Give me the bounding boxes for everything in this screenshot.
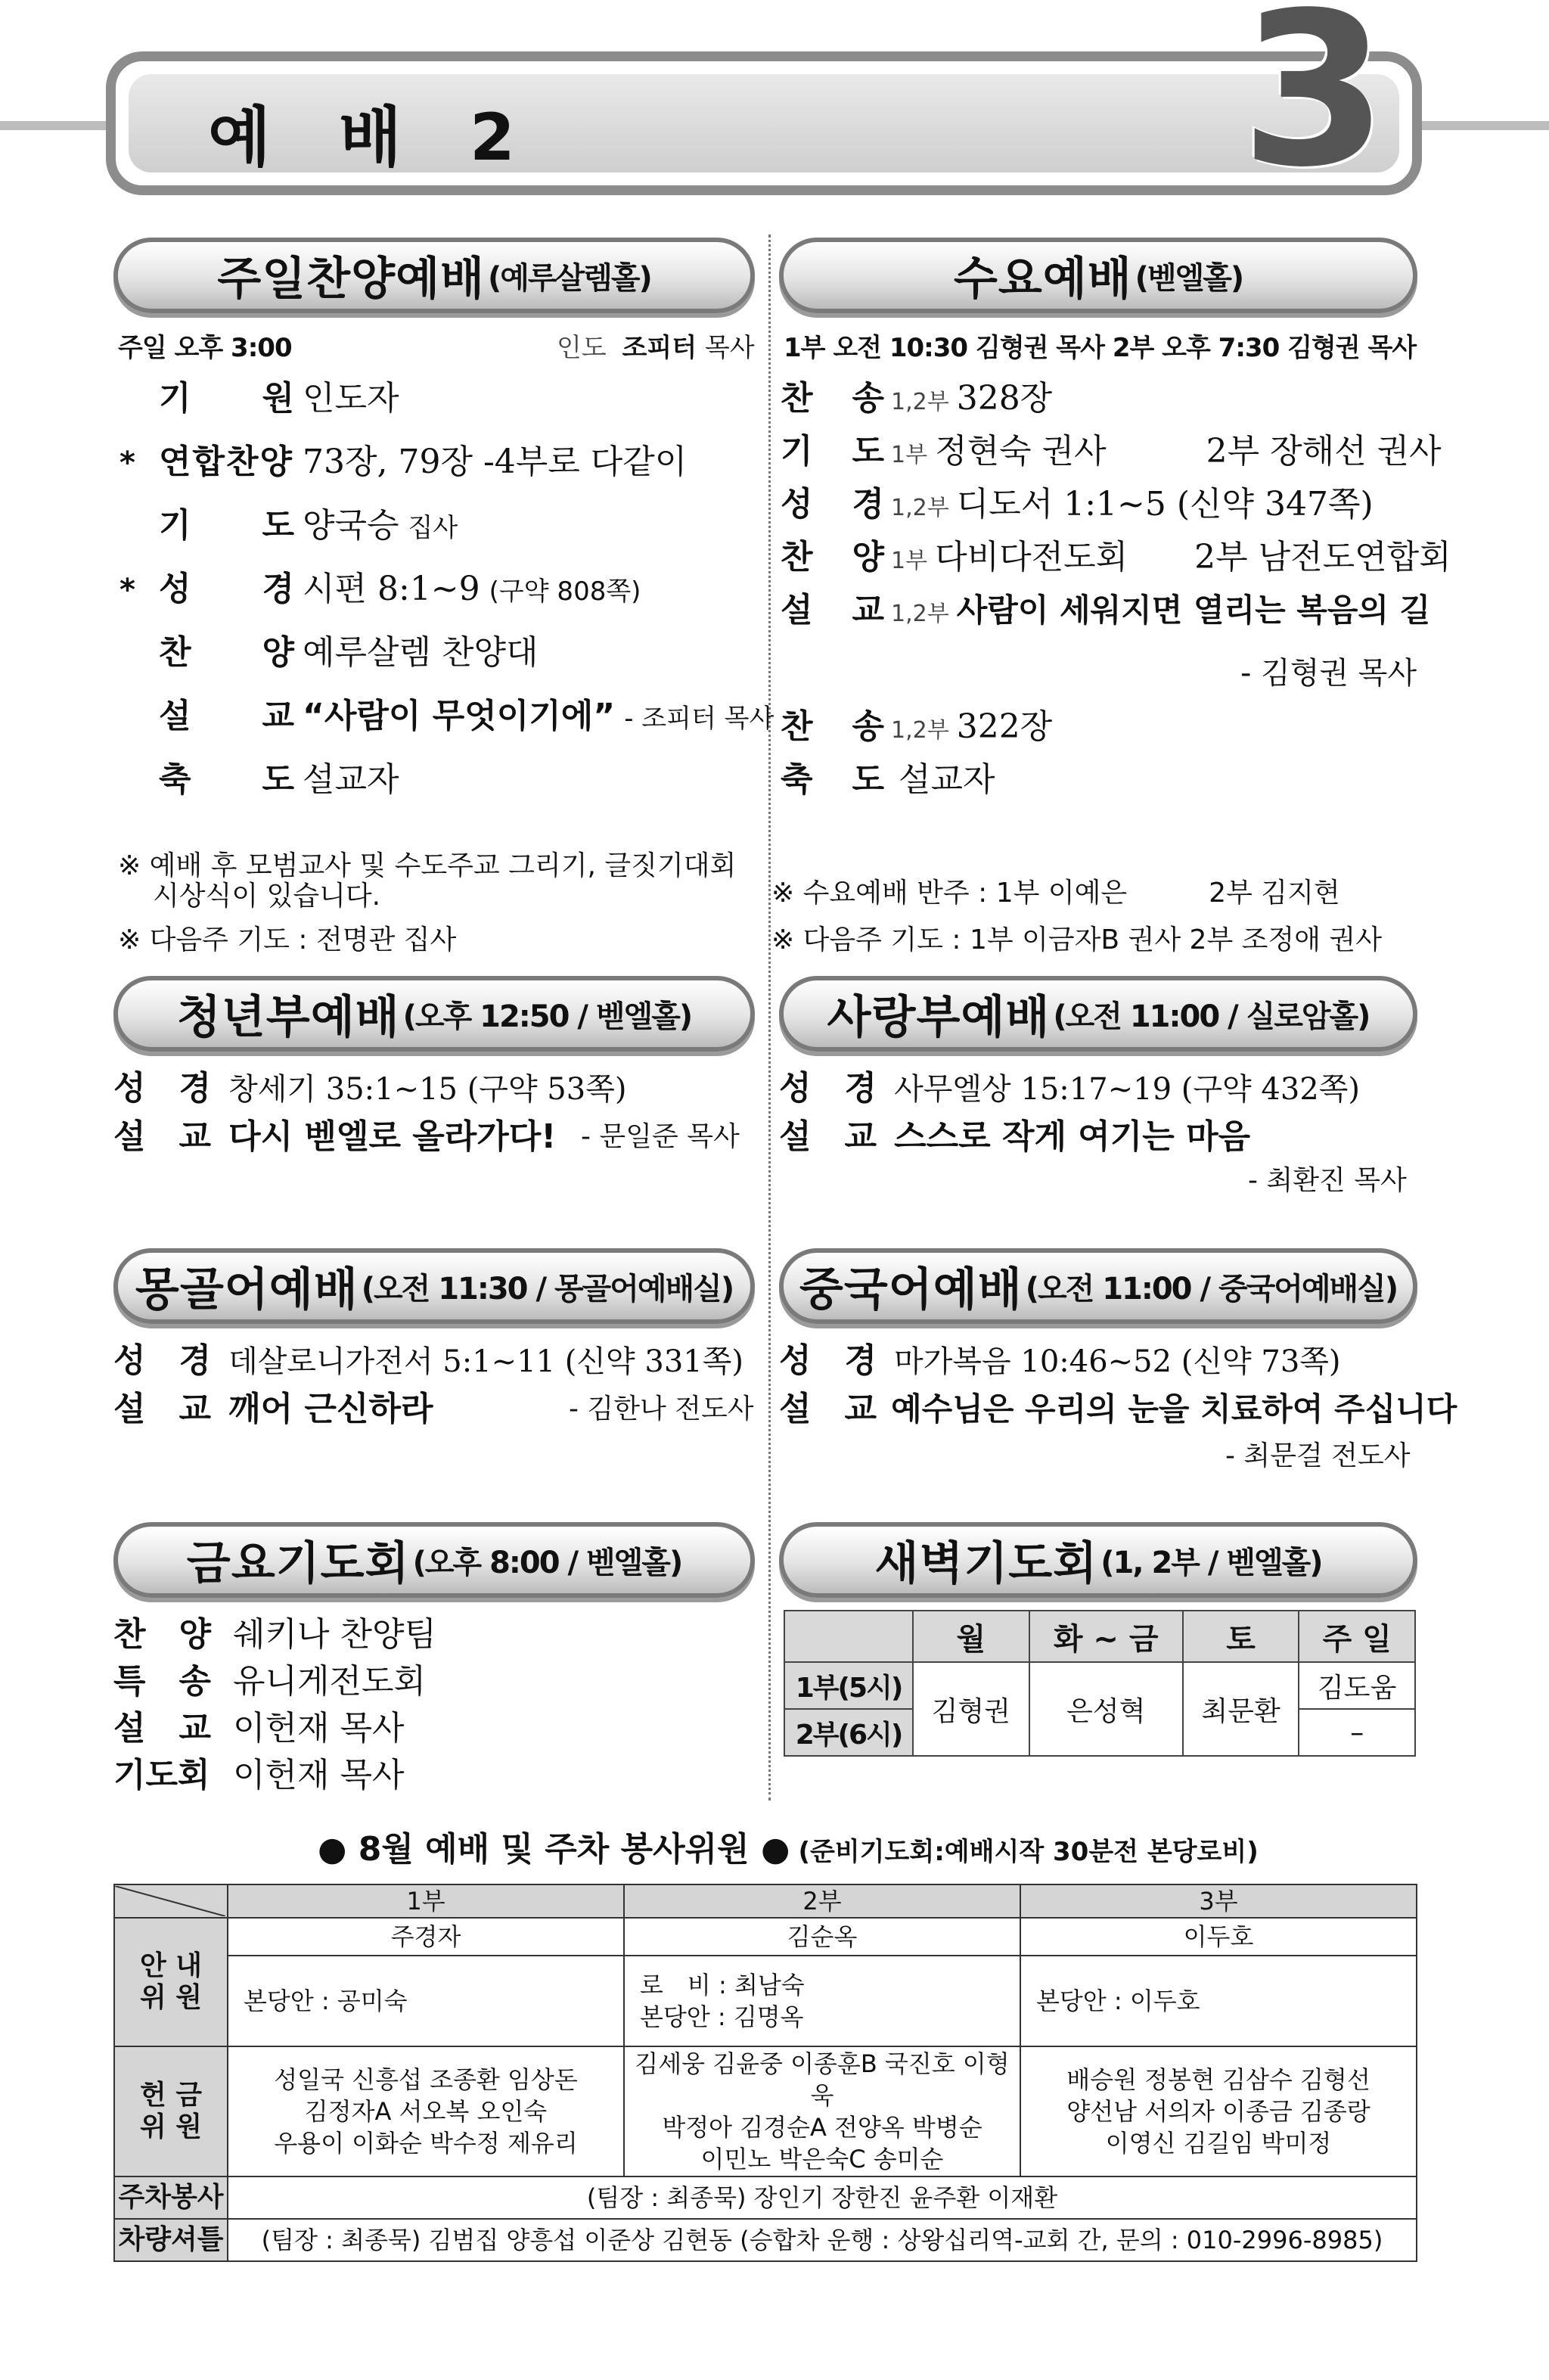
wednesday-note-2: ※ 다음주 기도 : 1부 이금자B 권사 2부 조정애 권사 <box>771 924 1382 955</box>
order-value: 유니게전도회 <box>233 1662 427 1701</box>
love-preacher: - 최환진 목사 <box>1248 1165 1407 1196</box>
order-label: 성 경 <box>781 485 888 524</box>
dawn-part-2: 2부(6시) <box>784 1709 913 1756</box>
order-label: 찬 송 <box>781 379 888 418</box>
order-value: 예루살렘 찬양대 <box>303 633 539 672</box>
order-value: 다비다전도회 2부 남전도연합회 <box>935 538 1451 576</box>
youth-service-header: 청년부예배 (오후 12:50 / 벧엘홀) <box>113 976 755 1052</box>
order-part: 1부 <box>891 442 928 468</box>
order-label: 축 도 <box>781 760 888 799</box>
order-value: 설교자 <box>303 760 399 799</box>
wednesday-service-header: 수요예배 (벧엘홀) <box>779 238 1417 313</box>
bullet-mark: * <box>120 573 135 607</box>
youth-preacher: - 문일준 목사 <box>581 1121 740 1152</box>
offering-committee-label: 헌 금 위 원 <box>114 2046 228 2176</box>
order-label: 설 교 <box>113 1709 212 1748</box>
order-value: 이헌재 목사 <box>233 1709 405 1748</box>
mongol-preacher: - 김한나 전도사 <box>569 1394 754 1425</box>
wednesday-time: 1부 오전 10:30 김형권 목사 2부 오후 7:30 김형권 목사 <box>784 333 1417 363</box>
friday-order-row <box>113 1701 405 1749</box>
page-header <box>106 51 1422 195</box>
order-sub: (구약 808쪽) <box>489 576 641 607</box>
order-label: 기도회 <box>113 1756 210 1794</box>
youth-sermon: 설 교 다시 벧엘로 올라가다! <box>113 1117 557 1156</box>
dawn-saturday: 최문환 <box>1183 1662 1299 1756</box>
order-part: 1부 <box>891 548 928 574</box>
friday-order-row <box>113 1748 405 1796</box>
order-value: 이헌재 목사 <box>233 1756 405 1794</box>
column-divider <box>768 235 771 1801</box>
order-value: 322장 <box>956 707 1053 746</box>
sunday-order-row <box>120 561 641 610</box>
order-sub: - 조피터 목사 <box>624 704 774 734</box>
friday-order-row <box>113 1607 436 1655</box>
diagonal-line <box>115 1886 225 1916</box>
wednesday-order-row <box>781 477 1374 525</box>
wednesday-note-1: ※ 수요예배 반주 : 1부 이예은 2부 김지현 <box>771 878 1340 909</box>
order-part: 1,2부 <box>891 717 949 744</box>
mongol-sermon: 설 교 깨어 근신하라 <box>113 1390 433 1428</box>
sunday-order-row <box>120 688 774 737</box>
order-label: 찬 양 <box>781 538 888 576</box>
diagonal-cell <box>114 1884 228 1918</box>
order-value: 328장 <box>956 379 1053 418</box>
sunday-leader: 인도 조피터 목사 <box>557 333 755 363</box>
bullet-mark: * <box>120 446 135 480</box>
friday-order-row <box>113 1654 426 1702</box>
love-sermon: 설 교 스스로 작게 여기는 마음 <box>779 1117 1251 1156</box>
order-label: 기 도 <box>781 432 888 471</box>
order-part: 1,2부 <box>891 601 949 627</box>
order-sub: 집사 <box>408 513 458 543</box>
friday-prayer-header: 금요기도회 (오후 8:00 / 벧엘홀) <box>113 1522 755 1598</box>
order-label: 설 교 <box>159 697 296 735</box>
order-label: 찬 송 <box>781 707 888 746</box>
wednesday-order-row <box>781 371 1052 419</box>
sunday-order-row <box>120 434 696 483</box>
youth-scripture: 성 경 창세기 35:1~15 (구약 53쪽) <box>113 1069 627 1108</box>
order-value: 설교자 <box>899 760 995 799</box>
order-value: 쉐키나 찬양팀 <box>233 1615 437 1654</box>
dawn-schedule-table: 월 화 ~ 금 토 주 일 1부(5시) 김형권 은성혁 최문환 김도움 2부(6시) – <box>784 1610 1416 1757</box>
chinese-sermon: 설 교 예수님은 우리의 눈을 치료하여 주십니다 <box>779 1390 1457 1428</box>
parking-label: 주차봉사 <box>114 2176 228 2219</box>
chinese-scripture: 성 경 마가복음 10:46~52 (신약 73쪽) <box>779 1341 1341 1380</box>
guide-committee-label: 안 내 위 원 <box>114 1918 228 2046</box>
chinese-service-header: 중국어예배 (오전 11:00 / 중국어예배실) <box>779 1248 1417 1324</box>
wednesday-order-row <box>781 424 1442 472</box>
dawn-sunday-1: 김도움 <box>1299 1662 1415 1709</box>
order-value: “사람이 무엇이기에” <box>303 697 616 735</box>
wednesday-order-row <box>781 530 1451 578</box>
dawn-tue-fri: 은성혁 <box>1029 1662 1183 1756</box>
order-value: 양국승 <box>303 506 399 545</box>
shuttle-label: 차량셔틀 <box>114 2219 228 2261</box>
shuttle-members: (팀장 : 최종묵) 김범집 양흥섭 이준상 김현동 (승합차 운행 : 상왕십리역-교회 간, 문의 : 010-2996-8985) <box>228 2219 1417 2261</box>
order-value: 73장, 79장 -4부로 다같이 <box>303 443 688 481</box>
dawn-part-1: 1부(5시) <box>784 1662 913 1709</box>
order-value: 시편 8:1~9 <box>303 570 480 608</box>
order-label: 기 원 <box>159 379 296 418</box>
sunday-order-row <box>120 371 408 419</box>
wednesday-order-row <box>781 583 1430 631</box>
dawn-monday: 김형권 <box>913 1662 1029 1756</box>
love-scripture: 성 경 사무엘상 15:17~19 (구약 432쪽) <box>779 1069 1360 1108</box>
mongol-service-header: 몽골어예배 (오전 11:30 / 몽골어예배실) <box>113 1248 755 1324</box>
sunday-note-1: ※ 예배 후 모범교사 및 수도주교 그리기, 글짓기대회 <box>118 850 737 881</box>
service-committee-table: 1부 2부 3부 안 내 위 원 주경자 김순옥 이두호 본당안 : 공미숙 로 비 : 최남숙 본당안 : 김명옥 본당안 : 이두호 헌 금 위 원 성일국 신흥섭 조종환 임상돈 김정자A 서오복 오인숙 우용이 이화순 박수정 제유리 김세웅 김윤중 이종훈B 국진호 이형욱 박정아 김경순A 전양옥 박병순 이민노 박은숙C 송미순 배승원 정봉현 김삼수 김형선 양선남 서의자 이종금 김종랑 이영신 김길임 박미정 주차봉사 (팀장 : 최종묵) 장인기 장한진 윤주환 이재환 차량셔틀 (팀장 : 최종묵) 김범집 양흥섭 이준상 김현동 (승합차 운행 : 상왕십리역-교회 간, 문의 : 010-2996-8985) <box>113 1884 1417 2262</box>
dawn-prayer-header: 새벽기도회 (1, 2부 / 벧엘홀) <box>779 1522 1417 1598</box>
order-label: 찬 양 <box>113 1615 212 1654</box>
sunday-order-row <box>120 625 548 673</box>
wednesday-preacher: - 김형권 목사 <box>1240 656 1417 691</box>
order-label: 성 경 <box>159 570 296 608</box>
wednesday-order-row <box>781 752 995 800</box>
sunday-order-row <box>120 498 458 546</box>
page-title: 예 배 2 <box>208 100 538 176</box>
sunday-note-2: 시상식이 있습니다. <box>153 881 381 912</box>
mongol-scripture: 성 경 데살로니가전서 5:1~11 (신약 331쪽) <box>113 1341 744 1380</box>
order-value: 디도서 1:1~5 (신약 347쪽) <box>956 485 1374 524</box>
order-value: 정현숙 권사 2부 장해선 권사 <box>935 432 1442 471</box>
order-part: 1,2부 <box>891 389 949 415</box>
order-label: 특 송 <box>113 1662 212 1701</box>
dawn-sunday-2: – <box>1299 1709 1415 1756</box>
order-label: 찬 양 <box>159 633 296 672</box>
sunday-time: 주일 오후 3:00 <box>118 333 292 363</box>
order-label: 연합찬양 <box>159 443 294 481</box>
page-number: 3 <box>1240 0 1388 214</box>
parking-members: (팀장 : 최종묵) 장인기 장한진 윤주환 이재환 <box>228 2176 1417 2219</box>
chinese-preacher: - 최문걸 전도사 <box>1225 1440 1411 1471</box>
order-value: 인도자 <box>303 379 399 418</box>
order-label: 설 교 <box>781 591 888 629</box>
sunday-order-row <box>120 752 408 800</box>
love-service-header: 사랑부예배 (오전 11:00 / 실로암홀) <box>779 976 1417 1052</box>
order-label: 기 도 <box>159 506 296 545</box>
wednesday-order-row <box>781 699 1052 747</box>
order-value: 사람이 세워지면 열리는 복음의 길 <box>956 592 1431 629</box>
sunday-service-header: 주일찬양예배 (예루살렘홀) <box>113 238 755 313</box>
august-committee-title: ● 8월 예배 및 주차 봉사위원 ● (준비기도회:예배시작 30분전 본당로비) <box>318 1830 1259 1869</box>
sunday-note-3: ※ 다음주 기도 : 전명관 집사 <box>118 924 457 955</box>
order-part: 1,2부 <box>891 495 949 521</box>
order-label: 축 도 <box>159 760 296 799</box>
